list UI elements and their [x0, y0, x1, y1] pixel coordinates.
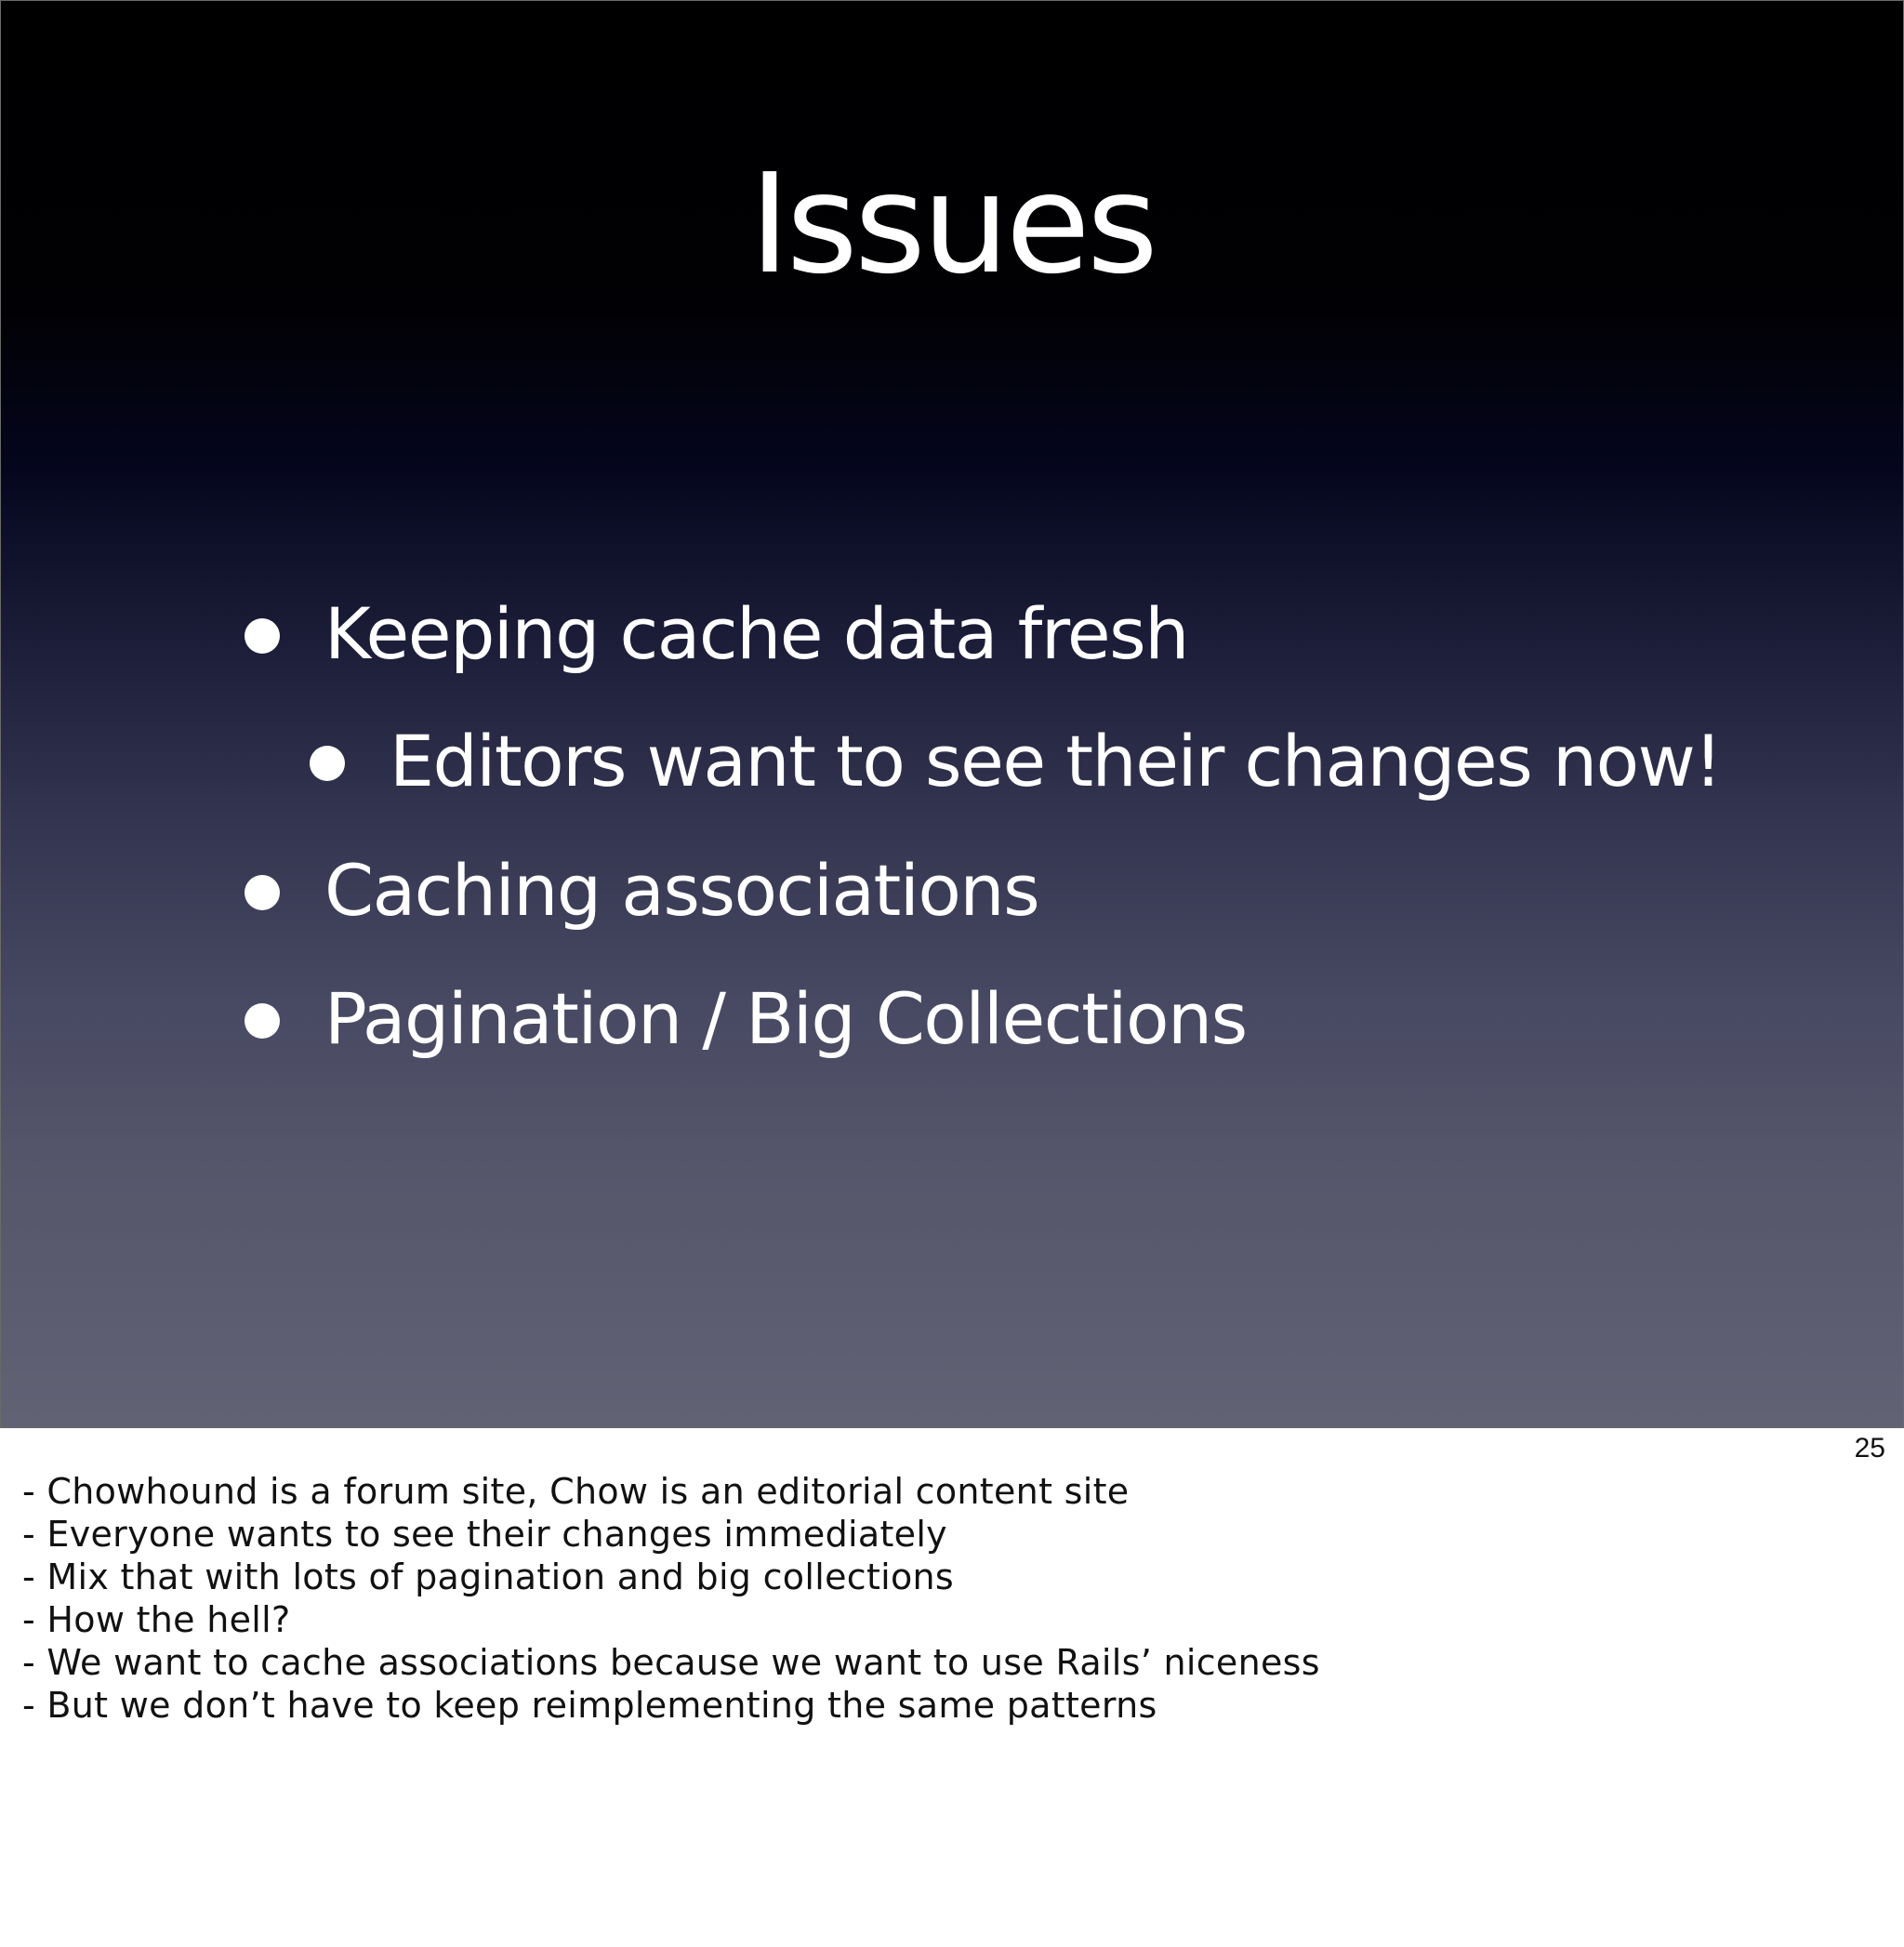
bullet-item	[324, 974, 1247, 1064]
note-line: - We want to cache associations because we want to use Rails’ niceness	[22, 1642, 1320, 1683]
bullet-list	[1, 1, 1903, 1427]
note-line: - How the hell?	[22, 1599, 291, 1640]
bullet-text: Keeping cache data fresh	[324, 592, 1188, 675]
bullet-dot-icon	[245, 618, 280, 654]
bullet-text: Caching associations	[324, 849, 1039, 932]
slide-title: Issues	[749, 144, 1155, 304]
note-line: - Chowhound is a forum site, Chow is an editorial content site	[22, 1471, 1130, 1512]
page-number: 25	[1854, 1433, 1885, 1464]
bullet-text: Editors want to see their changes now!	[390, 720, 1722, 802]
note-line: - Everyone wants to see their changes immediately	[22, 1514, 947, 1555]
speaker-notes	[22, 1470, 1320, 1727]
bullet-item	[324, 846, 1038, 935]
note-line: - But we don’t have to keep reimplementing the same patterns	[22, 1685, 1157, 1726]
bullet-dot-icon	[245, 875, 280, 910]
bullet-dot-icon	[310, 746, 345, 781]
bullet-item	[324, 589, 1188, 679]
bullet-dot-icon	[245, 1003, 280, 1039]
bullet-text: Pagination / Big Collections	[324, 977, 1247, 1060]
note-line: - Mix that with lots of pagination and big collections	[22, 1556, 955, 1597]
sub-bullet-item	[390, 717, 1721, 806]
